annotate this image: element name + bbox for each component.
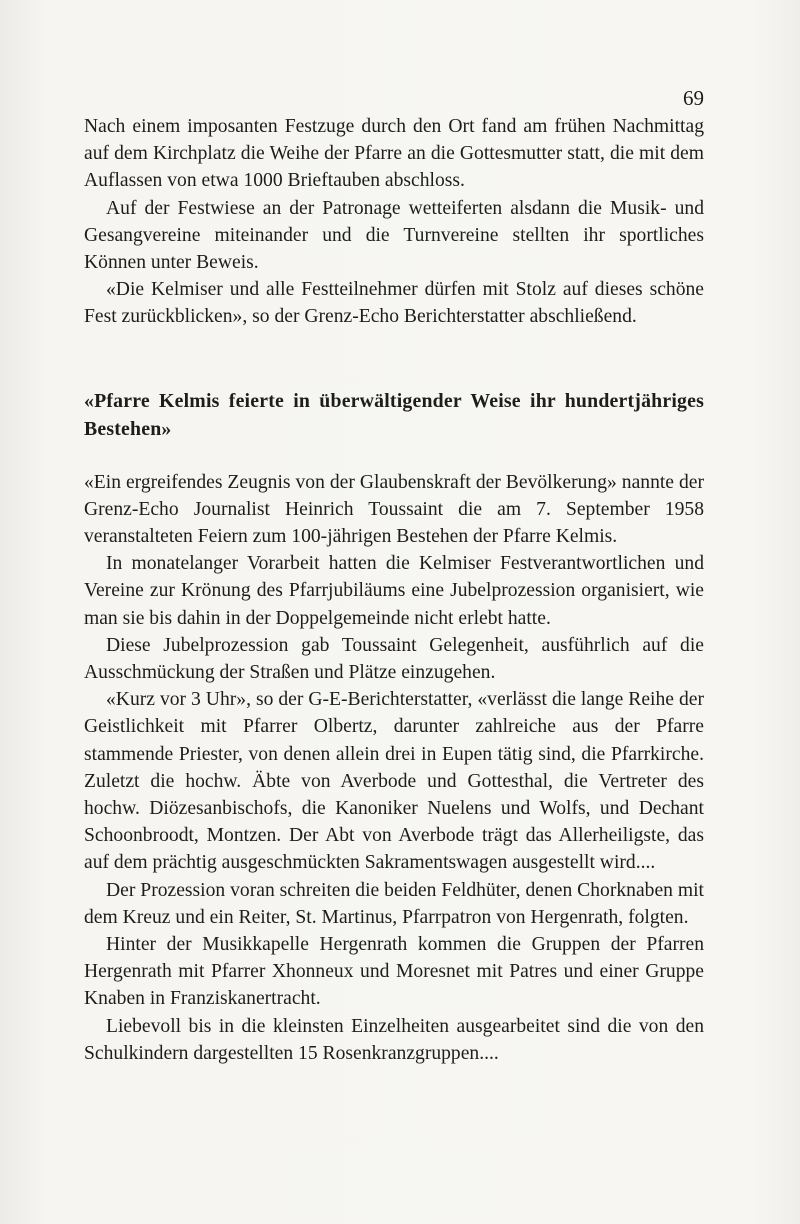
- paragraph-prozession: Der Prozession voran schreiten die beiden Feldhüter, denen Chorknaben mit dem Kreuz und ein Reiter, St. Martinus, Pfarrpatron von Hergenrath, folgten.: [84, 879, 704, 928]
- paragraph-vorarbeit: In monatelanger Vorarbeit hatten die Kelmiser Festverantwortlichen und Vereine zur Krönung des Pfarrjubiläums eine Jubelprozession organisiert, wie man sie bis dahin in der Doppelgemeinde nicht erlebt hatte.: [84, 553, 704, 629]
- paragraph-festwiese: Auf der Festwiese an der Patronage wetteiferten alsdann die Musik- und Gesangvereine miteinander und die Turnvereine stellten ihr sportliches Können unter Beweis.: [84, 197, 704, 274]
- paragraph-jubelprozession: Diese Jubelprozession gab Toussaint Gelegenheit, ausführlich auf die Ausschmückung der Straßen und Plätze einzugehen.: [84, 634, 704, 684]
- section-heading: «Pfarre Kelmis feierte in überwältigender Weise ihr hundertjähriges Bestehen»: [84, 389, 704, 440]
- paragraph-festzug: Nach einem imposanten Festzuge durch den Ort fand am frühen Nachmittag auf dem Kirchplatz die Weihe der Pfarre an die Gottesmutter statt, die mit dem Auflassen von etwa 1000 Brieftauben abschloss.: [84, 116, 704, 192]
- paragraph-zeugnis: «Ein ergreifendes Zeugnis von der Glaubenskraft der Bevölkerung» nannte der Grenz-Echo Journalist Heinrich Toussaint die am 7. September 1958 veranstalteten Feiern zum 100-jährigen Bestehen der Pfarre Kelmis.: [84, 471, 704, 548]
- page-body: [84, 113, 704, 1067]
- paragraph-geistlichkeit: «Kurz vor 3 Uhr», so der G-E-Berichterstatter, «verlässt die lange Reihe der Geistlichkeit mit Pfarrer Olbertz, darunter zahlreiche aus der Pfarre stammende Priester, von denen allein drei in Eupen tätig sind, die Pfarrkirche. Zuletzt die hochw. Äbte von Averbode und Gottesthal, die Vertreter des hochw. Diözesanbischofs, die Kanoniker Nuelens und Wolfs, und Dechant Schoonbroodt, Montzen. Der Abt von Averbode trägt das Allerheiligste, das auf dem prächtig ausgeschmückten Sakramentswagen ausgestellt wird....: [84, 689, 704, 874]
- paragraph-rosenkranz: Liebevoll bis in die kleinsten Einzelheiten ausgearbeitet sind die von den Schulkindern dargestellten 15 Rosenkranzgruppen....: [84, 1015, 704, 1064]
- paragraph-schlusswort: «Die Kelmiser und alle Festteilnehmer dürfen mit Stolz auf dieses schöne Fest zurückblicken», so der Grenz-Echo Berichterstatter abschließend.: [84, 279, 704, 328]
- paragraph-musikkapelle: Hinter der Musikkapelle Hergenrath kommen die Gruppen der Pfarren Hergenrath mit Pfarrer Xhonneux und Moresnet mit Patres und einer Gruppe Knaben in Franziskanertracht.: [84, 934, 704, 1010]
- page-number: 69: [683, 86, 704, 110]
